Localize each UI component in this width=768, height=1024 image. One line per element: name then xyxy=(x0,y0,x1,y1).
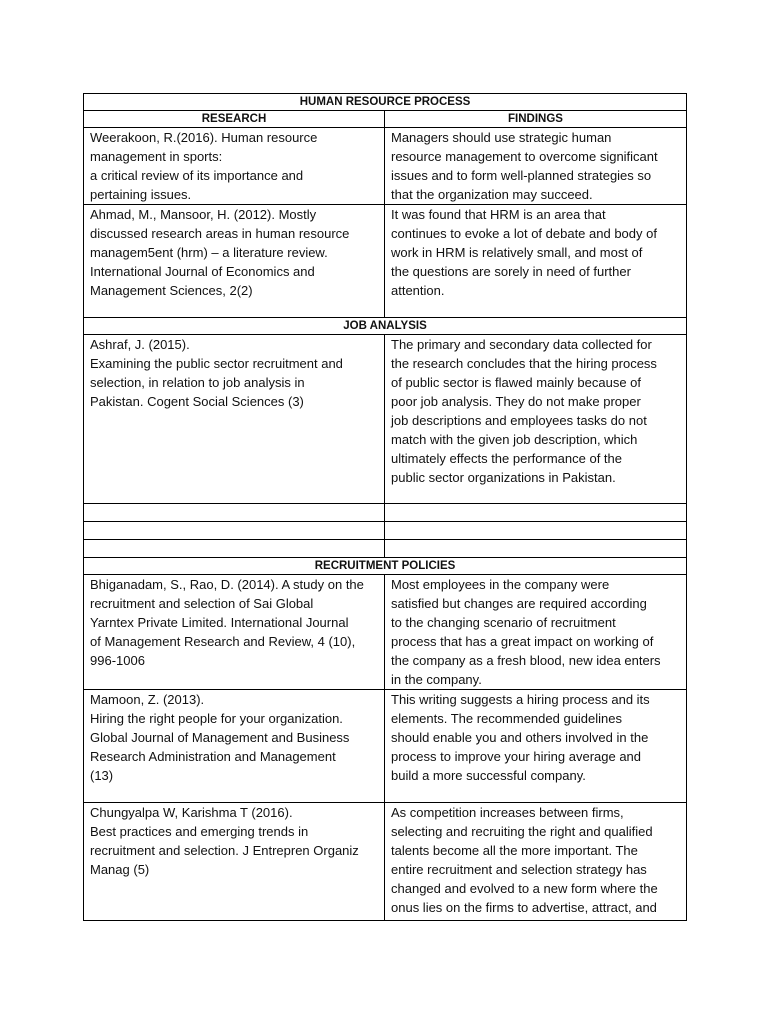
empty-row xyxy=(84,522,687,540)
empty-cell xyxy=(385,504,687,522)
empty-cell xyxy=(385,540,687,558)
findings-cell: The primary and secondary data collected for the research concludes that the hiring process of public sector is flawed mainly because of poor job analysis. They do not make proper job descriptions and employees tasks do not match with the given job description, which ultimately effects the performance of the public sector organizations in Pakistan. xyxy=(385,335,687,504)
section-header-row xyxy=(84,94,687,111)
table-row xyxy=(84,335,687,504)
empty-cell xyxy=(84,540,385,558)
findings-cell: It was found that HRM is an area that continues to evoke a lot of debate and body of work in HRM is relatively small, and most of the questions are sorely in need of further attention. xyxy=(385,205,687,318)
section-title-hr-process: HUMAN RESOURCE PROCESS xyxy=(84,94,687,111)
findings-cell: This writing suggests a hiring process and its elements. The recommended guidelines should enable you and others involved in the process to improve your hiring average and build a more successful company. xyxy=(385,690,687,803)
table-row xyxy=(84,803,687,921)
empty-row xyxy=(84,504,687,522)
literature-review-table xyxy=(83,93,687,921)
empty-cell xyxy=(385,522,687,540)
column-header-findings: FINDINGS xyxy=(385,111,687,128)
findings-cell: Managers should use strategic human resource management to overcome significant issues and to form well-planned strategies so that the organization may succeed. xyxy=(385,128,687,205)
research-cell: Chungyalpa W, Karishma T (2016). Best practices and emerging trends in recruitment and selection. J Entrepren Organiz Manag (5) xyxy=(84,803,385,921)
research-cell: Ahmad, M., Mansoor, H. (2012). Mostly discussed research areas in human resource managem5ent (hrm) – a literature review. International Journal of Economics and Management Sciences, 2(2) xyxy=(84,205,385,318)
empty-cell xyxy=(84,522,385,540)
research-cell: Mamoon, Z. (2013). Hiring the right people for your organization. Global Journal of Management and Business Research Administration and Management (13) xyxy=(84,690,385,803)
table-row xyxy=(84,690,687,803)
research-cell: Weerakoon, R.(2016). Human resource management in sports: a critical review of its importance and pertaining issues. xyxy=(84,128,385,205)
empty-row xyxy=(84,540,687,558)
table-row xyxy=(84,128,687,205)
section-header-row xyxy=(84,318,687,335)
column-header-research: RESEARCH xyxy=(84,111,385,128)
empty-cell xyxy=(84,504,385,522)
findings-cell: Most employees in the company were satisfied but changes are required according to the changing scenario of recruitment process that has a great impact on working of the company as a fresh blood, new idea enters in the company. xyxy=(385,575,687,690)
research-cell: Bhiganadam, S., Rao, D. (2014). A study on the recruitment and selection of Sai Global Yarntex Private Limited. International Journal of Management Research and Review, 4 (10), 996-1006 xyxy=(84,575,385,690)
table-row xyxy=(84,205,687,318)
section-title-recruitment-policies: RECRUITMENT POLICIES xyxy=(84,558,687,575)
column-header-row xyxy=(84,111,687,128)
findings-cell: As competition increases between firms, selecting and recruiting the right and qualified talents become all the more important. The entire recruitment and selection strategy has changed and evolved to a new form where the onus lies on the firms to advertise, attract, and xyxy=(385,803,687,921)
section-header-row xyxy=(84,558,687,575)
section-title-job-analysis: JOB ANALYSIS xyxy=(84,318,687,335)
research-cell: Ashraf, J. (2015). Examining the public sector recruitment and selection, in relation to job analysis in Pakistan. Cogent Social Sciences (3) xyxy=(84,335,385,504)
table-row xyxy=(84,575,687,690)
